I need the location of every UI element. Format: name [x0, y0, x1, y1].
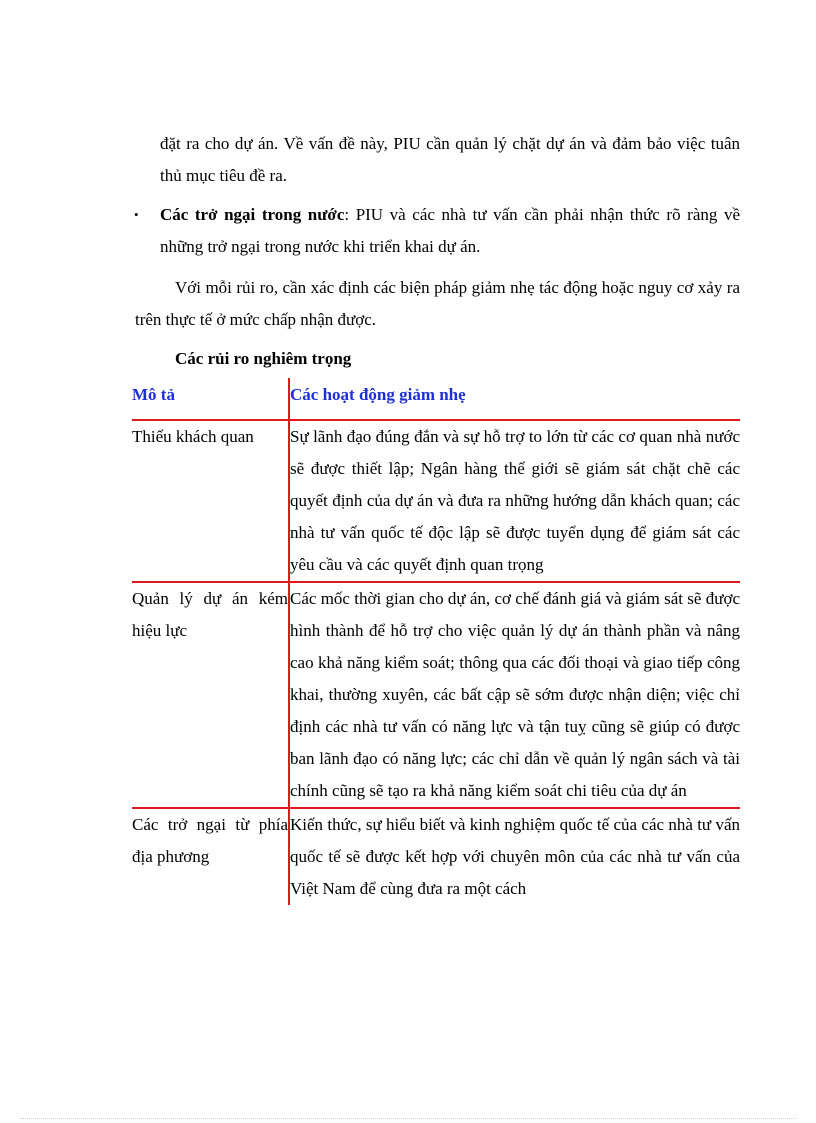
risk-description: Các trở ngại từ phía địa phương	[132, 815, 288, 866]
risk-description: Thiếu khách quan	[132, 420, 289, 582]
risk-mitigation: Sự lãnh đạo đúng đắn và sự hỗ trợ to lớn từ các cơ quan nhà nước sẽ được thiết lập; Ngân hàng thế giới sẽ giám sát chặt chẽ các quyết định của dự án và đưa ra những hướng dẫn khách quan; các nhà tư vấn quốc tế độc lập sẽ được tuyển dụng để giám sát các yêu cầu và các quyết định quan trọng	[289, 420, 740, 582]
bullet-heading: Các trở ngại trong nước	[160, 205, 345, 224]
table-caption: Các rủi ro nghiêm trọng	[175, 349, 352, 368]
risk-mitigation: Các mốc thời gian cho dự án, cơ chế đánh giá và giám sát sẽ được hình thành để hỗ trợ cho việc quản lý dự án thành phần và nâng cao khả năng kiểm soát; thông qua các đối thoại và giao tiếp công khai, thường xuyên, các bất cập sẽ sớm được nhận diện; việc chỉ định các nhà tư vấn có năng lực và tận tuỵ cũng sẽ giúp có được ban lãnh đạo có năng lực; các chỉ dẫn về quản lý ngân sách và tài chính cũng sẽ tạo ra khả năng kiểm soát chi tiêu của dự án	[289, 582, 740, 808]
risk-intro-paragraph: Với mỗi rủi ro, cần xác định các biện pháp giảm nhẹ tác động hoặc nguy cơ xảy ra trên thực tế ở mức chấp nhận được.	[135, 278, 740, 329]
bullet-domestic-obstacles	[134, 199, 740, 263]
bullet-icon: •	[134, 207, 139, 222]
table-row	[132, 808, 740, 905]
page-divider	[20, 1118, 796, 1119]
bullet-text: : PIU và các nhà tư vấn cần phải nhận thức rõ ràng về những trở ngại trong nước khi triển khai dự án.	[160, 205, 740, 256]
table-header-row	[132, 378, 740, 420]
table-row	[132, 582, 740, 808]
header-description: Mô tả	[132, 378, 289, 420]
intro-paragraph-continued: đặt ra cho dự án. Về vấn đề này, PIU cần quản lý chặt dự án và đảm bảo việc tuân thủ mục tiêu đề ra.	[160, 134, 740, 185]
table-row	[132, 420, 740, 582]
risk-mitigation: Kiến thức, sự hiểu biết và kinh nghiệm quốc tế của các nhà tư vấn quốc tế sẽ được kết hợp với chuyên môn của các nhà tư vấn của Việt Nam để cùng đưa ra một cách	[289, 808, 740, 905]
risk-description: Quản lý dự án kém hiệu lực	[132, 582, 289, 808]
risk-table	[132, 378, 740, 905]
header-mitigation: Các hoạt động giảm nhẹ	[289, 378, 740, 420]
